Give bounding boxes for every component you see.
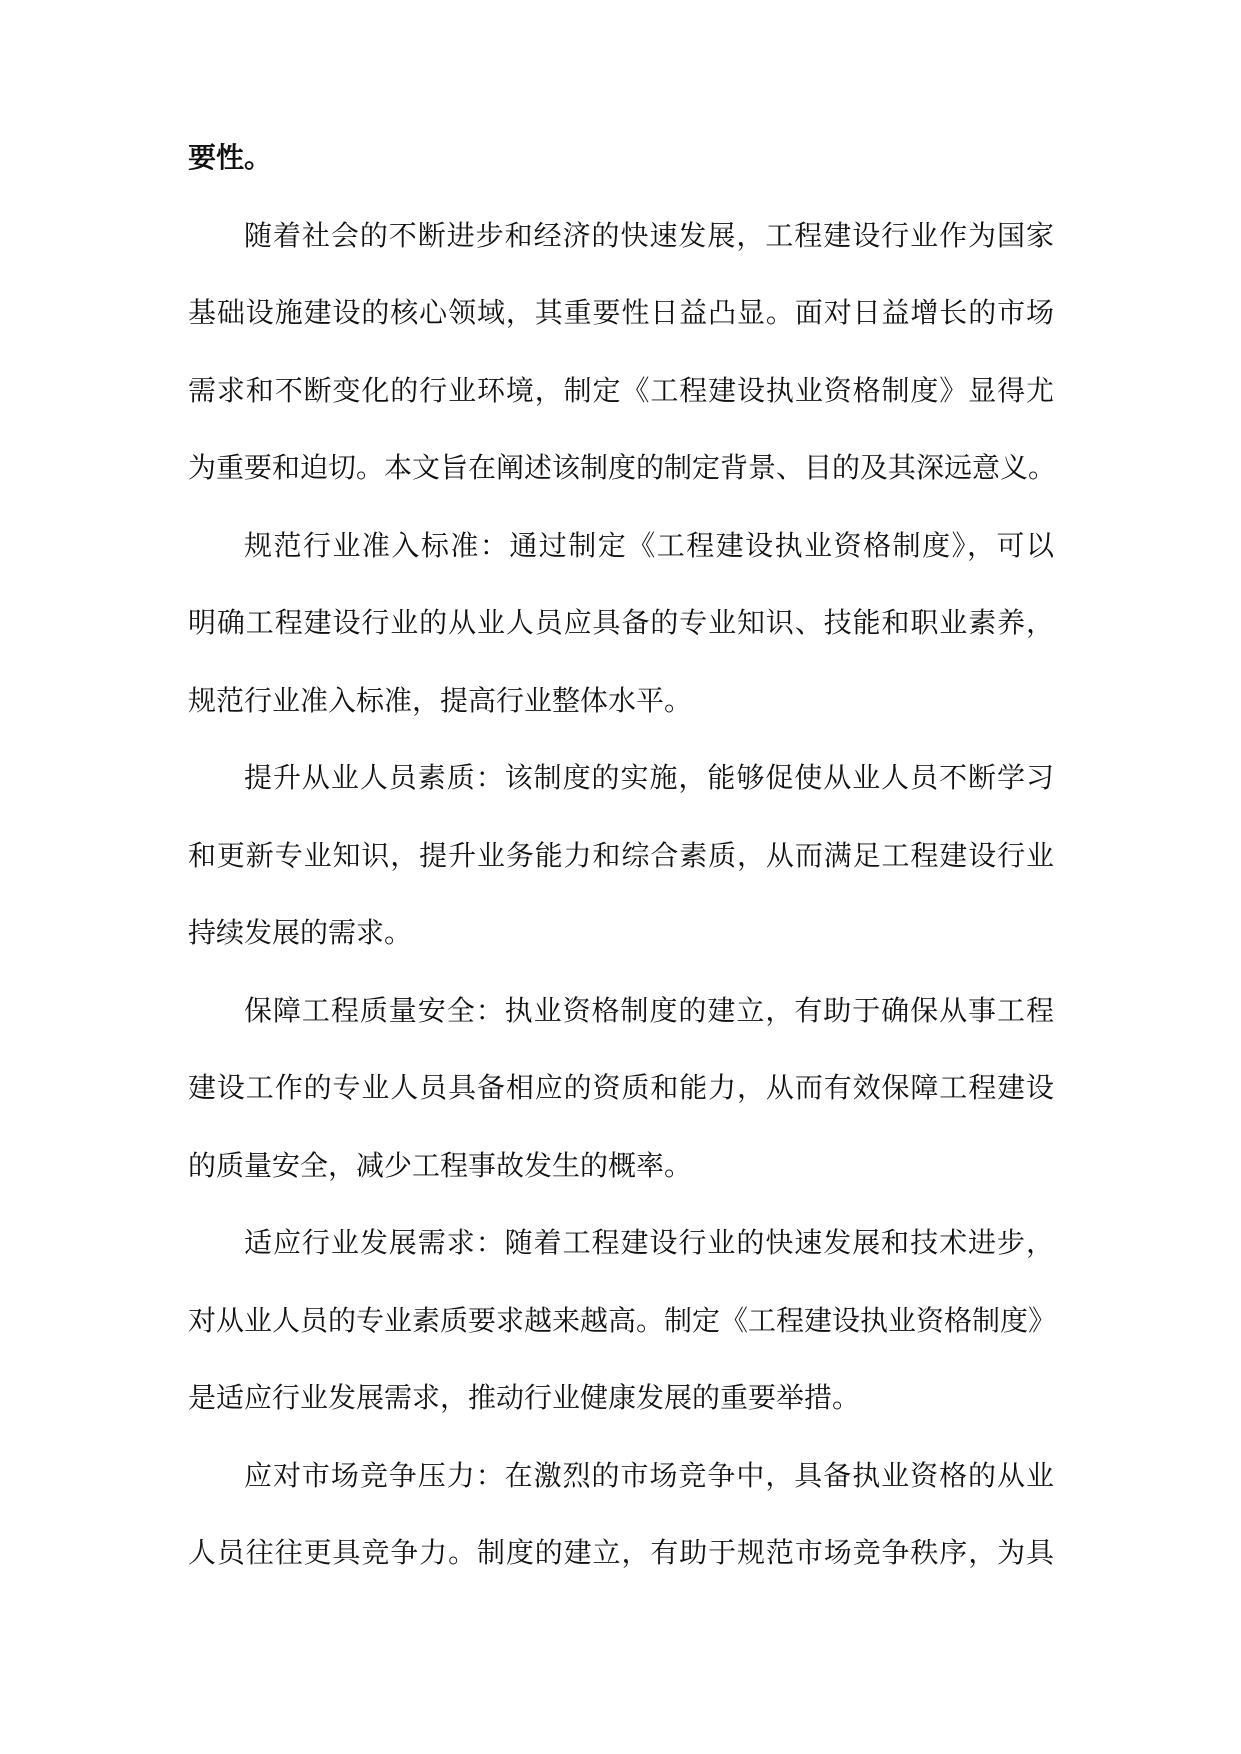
text-line: 基础设施建设的核心领域，其重要性日益凸显。面对日益增长的市场 xyxy=(188,296,1054,329)
text-line: 随着社会的不断进步和经济的快速发展，工程建设行业作为国家 xyxy=(244,218,1054,252)
text-line: 规范行业准入标准：通过制定《工程建设执业资格制度》，可以 xyxy=(244,528,1054,562)
text-line: 对从业人员的专业素质要求越来越高。制定《工程建设执业资格制度》 xyxy=(188,1303,1057,1337)
text-line: 人员往往更具竞争力。制度的建立，有助于规范市场竞争秩序，为具 xyxy=(188,1536,1054,1569)
text-line: 保障工程质量安全：执业资格制度的建立，有助于确保从事工程 xyxy=(244,993,1054,1027)
text-line: 适应行业发展需求：随着工程建设行业的快速发展和技术进步， xyxy=(244,1226,1054,1259)
text-line: 明确工程建设行业的从业人员应具备的专业知识、技能和职业素养， xyxy=(188,606,1054,639)
body-text xyxy=(188,140,1057,1613)
text-line: 提升从业人员素质：该制度的实施，能够促使从业人员不断学习 xyxy=(244,761,1054,794)
text-line: 需求和不断变化的行业环境，制定《工程建设执业资格制度》显得尤 xyxy=(188,373,1054,407)
text-line: 持续发展的需求。 xyxy=(188,916,413,949)
text-line: 和更新专业知识，提升业务能力和综合素质，从而满足工程建设行业 xyxy=(188,838,1054,872)
text-line: 应对市场竞争压力：在激烈的市场竞争中，具备执业资格的从业 xyxy=(244,1458,1054,1492)
text-line: 规范行业准入标准，提高行业整体水平。 xyxy=(188,683,693,717)
text-line: 是适应行业发展需求，推动行业健康发展的重要举措。 xyxy=(188,1381,861,1414)
text-line: 要性。 xyxy=(188,141,273,174)
text-line: 的质量安全，减少工程事故发生的概率。 xyxy=(188,1148,693,1182)
text-line: 为重要和迫切。本文旨在阐述该制度的制定背景、目的及其深远意义。 xyxy=(188,451,1057,484)
text-line: 建设工作的专业人员具备相应的资质和能力，从而有效保障工程建设 xyxy=(188,1071,1054,1104)
